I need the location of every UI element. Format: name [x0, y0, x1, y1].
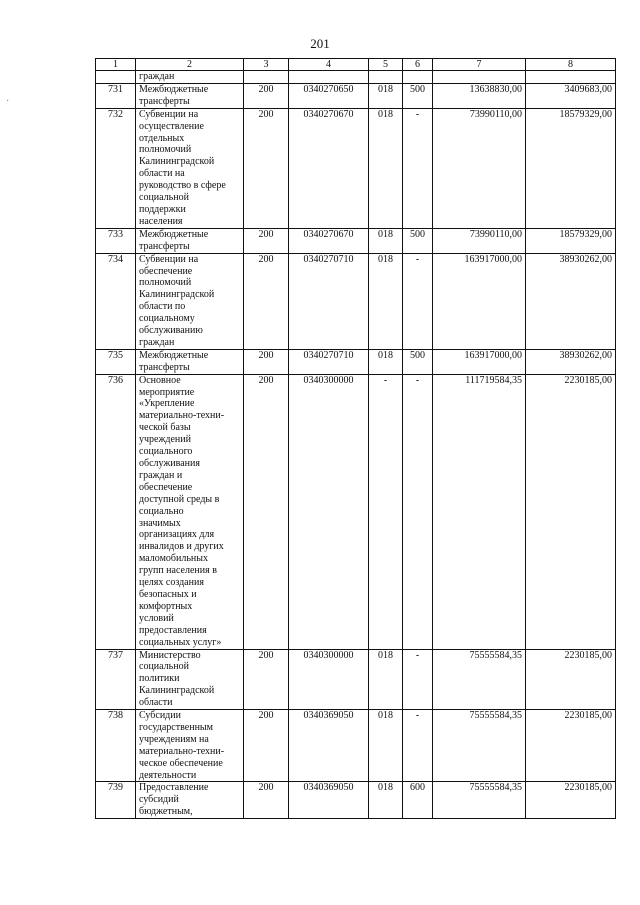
row-amount-col8: 18579329,00 — [526, 108, 616, 228]
table-row — [96, 71, 616, 84]
page-number: 201 — [310, 36, 330, 51]
row-department-code: - — [369, 374, 403, 649]
row-name: Субвенции на обеспечение полномочий Калининградской области по социальному обслуживанию граждан — [136, 253, 244, 349]
row-number: 732 — [96, 108, 136, 228]
row-department-code: 018 — [369, 782, 403, 819]
row-admin-code: 200 — [244, 108, 289, 228]
row-admin-code: 200 — [244, 374, 289, 649]
row-amount-col8: 38930262,00 — [526, 349, 616, 374]
column-header: 6 — [403, 59, 433, 71]
row-expense-type: 500 — [403, 83, 433, 108]
row-number — [96, 71, 136, 84]
row-amount-col8: 2230185,00 — [526, 374, 616, 649]
row-number: 734 — [96, 253, 136, 349]
row-amount-col7: 163917000,00 — [433, 349, 526, 374]
column-header: 8 — [526, 59, 616, 71]
row-target-code: 0340270650 — [289, 83, 369, 108]
table-row — [96, 253, 616, 349]
column-header: 2 — [136, 59, 244, 71]
row-target-code: 0340270710 — [289, 253, 369, 349]
row-amount-col8: 3409683,00 — [526, 83, 616, 108]
row-amount-col8: 2230185,00 — [526, 782, 616, 819]
table-row — [96, 349, 616, 374]
row-number: 736 — [96, 374, 136, 649]
row-target-code: 0340369050 — [289, 710, 369, 782]
row-admin-code — [244, 71, 289, 84]
row-expense-type: 600 — [403, 782, 433, 819]
row-amount-col7: 73990110,00 — [433, 108, 526, 228]
row-number: 733 — [96, 228, 136, 253]
row-number: 737 — [96, 649, 136, 710]
row-target-code: 0340270670 — [289, 108, 369, 228]
row-expense-type: - — [403, 649, 433, 710]
row-amount-col8: 2230185,00 — [526, 710, 616, 782]
row-amount-col7: 75555584,35 — [433, 710, 526, 782]
row-department-code: 018 — [369, 710, 403, 782]
row-amount-col7: 111719584,35 — [433, 374, 526, 649]
row-department-code: 018 — [369, 649, 403, 710]
table-row — [96, 649, 616, 710]
row-number: 739 — [96, 782, 136, 819]
row-amount-col8 — [526, 71, 616, 84]
row-expense-type: 500 — [403, 228, 433, 253]
row-admin-code: 200 — [244, 83, 289, 108]
row-department-code: 018 — [369, 228, 403, 253]
row-name: Межбюджетные трансферты — [136, 83, 244, 108]
row-department-code: 018 — [369, 349, 403, 374]
table-row — [96, 374, 616, 649]
table-row — [96, 108, 616, 228]
table-row — [96, 228, 616, 253]
budget-table — [95, 58, 616, 819]
row-amount-col7: 13638830,00 — [433, 83, 526, 108]
row-name: Основное мероприятие «Укрепление материально-техни- ческой базы учреждений социального обслуживания граждан и обеспечение доступной среды в социально значимых организациях для инвалидов и других маломобильных групп населения в целях создания безопасных и комфортных условий предоставления социальных услуг» — [136, 374, 244, 649]
row-expense-type: - — [403, 108, 433, 228]
row-department-code: 018 — [369, 83, 403, 108]
row-expense-type: - — [403, 710, 433, 782]
row-expense-type: - — [403, 253, 433, 349]
row-target-code: 0340300000 — [289, 649, 369, 710]
column-header: 3 — [244, 59, 289, 71]
margin-mark: · — [6, 96, 10, 107]
row-admin-code: 200 — [244, 349, 289, 374]
row-admin-code: 200 — [244, 710, 289, 782]
table-row — [96, 710, 616, 782]
row-amount-col8: 2230185,00 — [526, 649, 616, 710]
row-target-code — [289, 71, 369, 84]
row-name: граждан — [136, 71, 244, 84]
row-target-code: 0340369050 — [289, 782, 369, 819]
row-name: Министерство социальной политики Калининградской области — [136, 649, 244, 710]
row-target-code: 0340270670 — [289, 228, 369, 253]
row-admin-code: 200 — [244, 649, 289, 710]
row-admin-code: 200 — [244, 228, 289, 253]
table-row — [96, 83, 616, 108]
column-header: 4 — [289, 59, 369, 71]
row-amount-col8: 38930262,00 — [526, 253, 616, 349]
row-name: Межбюджетные трансферты — [136, 228, 244, 253]
row-department-code — [369, 71, 403, 84]
row-number: 738 — [96, 710, 136, 782]
row-target-code: 0340270710 — [289, 349, 369, 374]
row-admin-code: 200 — [244, 782, 289, 819]
row-number: 731 — [96, 83, 136, 108]
row-amount-col8: 18579329,00 — [526, 228, 616, 253]
row-name: Субсидии государственным учреждениям на материально-техни- ческое обеспечение деятельности — [136, 710, 244, 782]
row-amount-col7 — [433, 71, 526, 84]
row-amount-col7: 75555584,35 — [433, 782, 526, 819]
row-name: Межбюджетные трансферты — [136, 349, 244, 374]
row-number: 735 — [96, 349, 136, 374]
column-header: 7 — [433, 59, 526, 71]
row-target-code: 0340300000 — [289, 374, 369, 649]
column-header: 5 — [369, 59, 403, 71]
row-amount-col7: 163917000,00 — [433, 253, 526, 349]
column-header: 1 — [96, 59, 136, 71]
table-row — [96, 782, 616, 819]
row-department-code: 018 — [369, 253, 403, 349]
row-name: Субвенции на осуществление отдельных полномочий Калининградской области на руководство в сфере социальной поддержки населения — [136, 108, 244, 228]
row-expense-type — [403, 71, 433, 84]
row-expense-type: - — [403, 374, 433, 649]
row-admin-code: 200 — [244, 253, 289, 349]
row-amount-col7: 73990110,00 — [433, 228, 526, 253]
row-name: Предоставление субсидий бюджетным, — [136, 782, 244, 819]
row-expense-type: 500 — [403, 349, 433, 374]
header-row — [96, 59, 616, 71]
row-amount-col7: 75555584,35 — [433, 649, 526, 710]
row-department-code: 018 — [369, 108, 403, 228]
